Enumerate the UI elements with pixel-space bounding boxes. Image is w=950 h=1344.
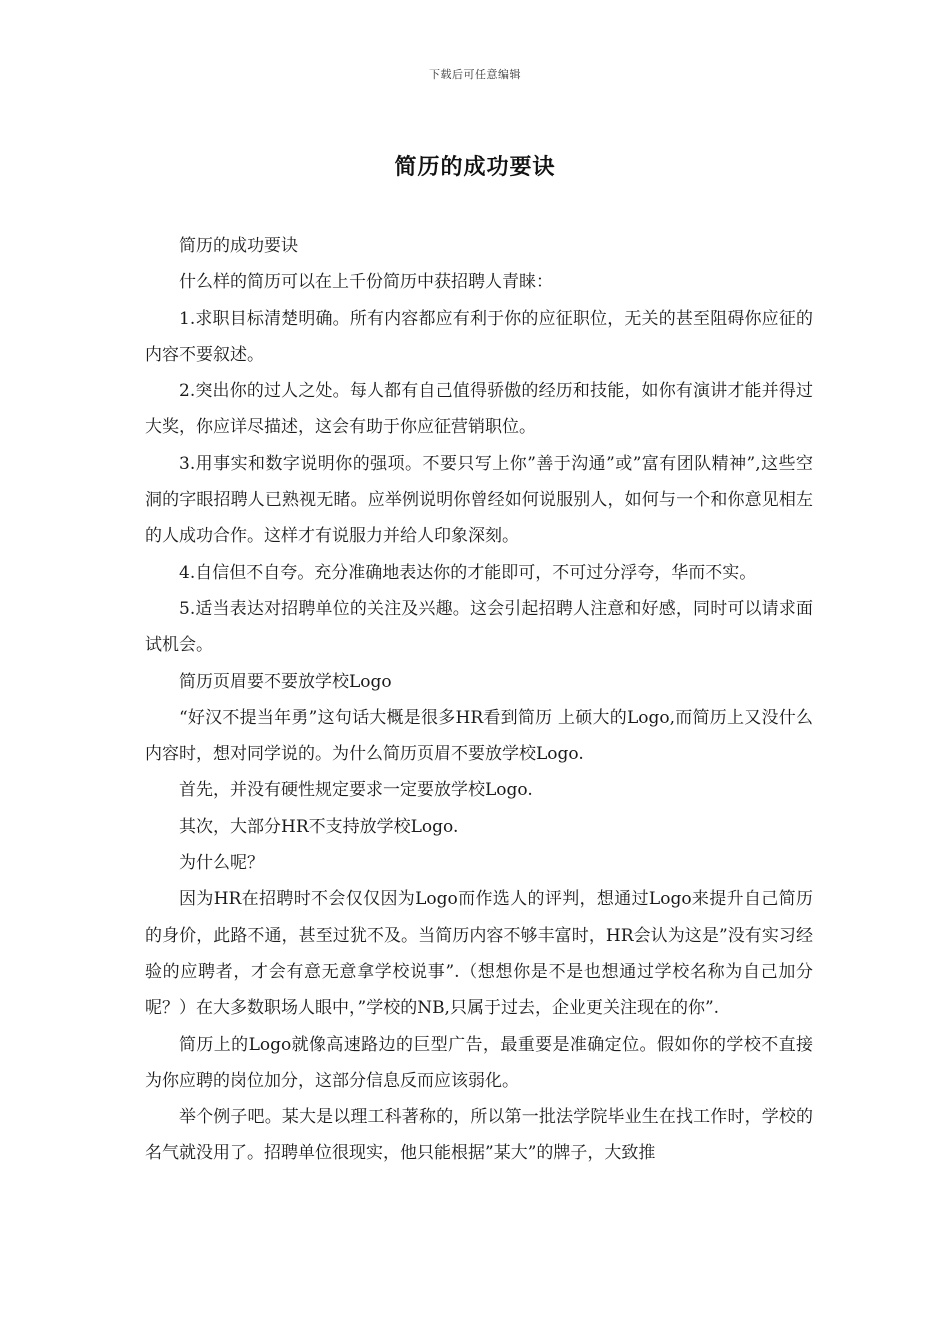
paragraph: 举个例子吧。某大是以理工科著称的，所以第一批法学院毕业生在找工作时，学校的名气就没用了。招聘单位很现实，他只能根据”某大”的牌子，大致推 <box>145 1107 813 1164</box>
paragraph: “好汉不提当年勇”这句话大概是很多HR看到简历 上硕大的Logo,而简历上又没什么内容时，想对同学说的。为什么简历页眉不要放学校Logo. <box>145 707 813 765</box>
paragraph: 其次，大部分HR不支持放学校Logo. <box>179 816 459 837</box>
document-body <box>145 228 813 1172</box>
paragraph: 什么样的简历可以在上千份简历中获招聘人青睐： <box>179 272 553 293</box>
paragraph: 4.自信但不自夸。充分准确地表达你的才能即可，不可过分浮夸，华而不实。 <box>179 562 757 583</box>
paragraph: 1.求职目标清楚明确。所有内容都应有利于你的应征职位，无关的甚至阻碍你应征的内容不要叙述。 <box>145 308 813 365</box>
paragraph: 为什么呢？ <box>179 853 264 874</box>
paragraph: 因为HR在招聘时不会仅仅因为Logo而作选人的评判，想通过Logo来提升自己简历的身价，此路不通，甚至过犹不及。当简历内容不够丰富时，HR会认为这是”没有实习经验的应聘者，才会有意无意拿学校说事”.（想想你是不是也想通过学校名称为自己加分呢？）在大多数职场人眼中，”学校的NB,只属于过去，企业更关注现在的你”. <box>145 889 813 1019</box>
paragraph: 3.用事实和数字说明你的强项。不要只写上你”善于沟通”或”富有团队精神”,这些空洞的字眼招聘人已熟视无睹。应举例说明你曾经如何说服别人，如何与一个和你意见相左的人成功合作。这样才有说服力并给人印象深刻。 <box>145 453 813 547</box>
paragraph: 5.适当表达对招聘单位的关注及兴趣。这会引起招聘人注意和好感，同时可以请求面试机会。 <box>145 598 813 656</box>
paragraph: 简历上的Logo就像高速路边的巨型广告，最重要是准确定位。假如你的学校不直接为你应聘的岗位加分，这部分信息反而应该弱化。 <box>145 1034 813 1091</box>
paragraph: 简历页眉要不要放学校Logo <box>179 671 392 692</box>
page-header-note: 下载后可任意编辑 <box>429 68 521 81</box>
paragraph: 首先，并没有硬性规定要求一定要放学校Logo. <box>179 780 533 801</box>
paragraph: 2.突出你的过人之处。每人都有自己值得骄傲的经历和技能，如你有演讲才能并得过大奖，你应详尽描述，这会有助于你应征营销职位。 <box>145 381 813 438</box>
paragraph: 简历的成功要诀 <box>179 236 298 256</box>
document-title: 简历的成功要诀 <box>394 154 556 180</box>
